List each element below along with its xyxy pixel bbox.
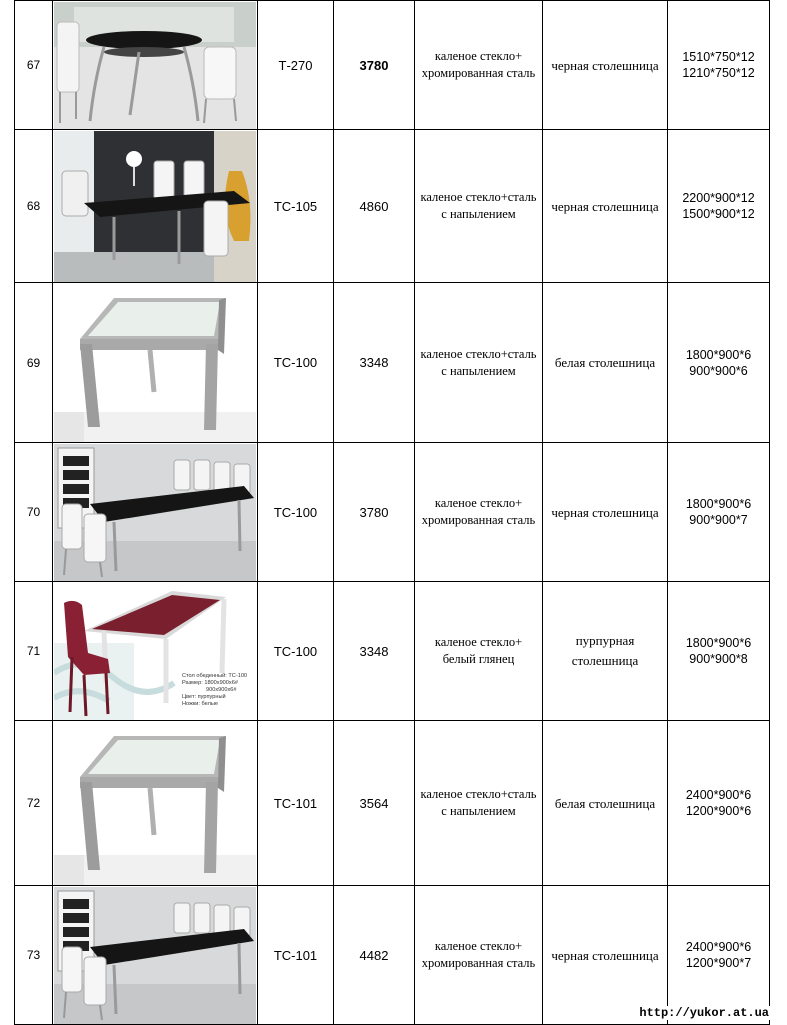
product-sizes	[668, 283, 770, 443]
material-line: хромированная сталь	[421, 956, 536, 970]
table-row	[15, 721, 770, 886]
product-model: ТС-105	[258, 130, 334, 283]
size-line: 900*900*6	[689, 363, 748, 378]
color-line: белая столешница	[554, 795, 656, 811]
size-line: 900*900*8	[689, 652, 748, 666]
product-material	[415, 582, 543, 721]
size-line: 1800*900*6	[685, 497, 752, 511]
row-number: 68	[15, 130, 53, 283]
product-color	[543, 886, 668, 1025]
product-photo	[53, 443, 258, 582]
table-row	[15, 443, 770, 582]
row-number: 67	[15, 1, 53, 130]
product-material	[415, 721, 543, 886]
size-line: 2400*900*6	[685, 940, 752, 954]
product-price: 3780	[334, 1, 415, 130]
product-material	[415, 283, 543, 443]
product-price: 3348	[334, 582, 415, 721]
product-color	[543, 283, 668, 443]
material-line: хромированная сталь	[421, 513, 536, 527]
material-line: каленое стекло+	[434, 635, 523, 649]
photo-caption-line: Ножки: белые	[182, 700, 218, 707]
product-price: 4482	[334, 886, 415, 1025]
product-model: ТС-101	[258, 886, 334, 1025]
material-line: каленое стекло+	[434, 49, 523, 63]
material-line: каленое стекло+	[434, 939, 523, 953]
product-photo	[53, 1, 258, 130]
size-line: 1800*900*6	[685, 636, 752, 650]
table-row	[15, 130, 770, 283]
product-color	[543, 130, 668, 283]
product-model: ТС-101	[258, 721, 334, 886]
size-line: 1510*750*12	[682, 50, 755, 64]
material-line: белый глянец	[442, 652, 515, 666]
product-material	[415, 130, 543, 283]
material-line: каленое стекло+сталь	[420, 787, 537, 801]
row-number: 70	[15, 443, 53, 582]
material-line: с напылением	[441, 363, 516, 378]
product-photo	[53, 721, 258, 886]
product-color	[543, 1, 668, 130]
row-number: 69	[15, 283, 53, 443]
size-line: 2400*900*6	[685, 788, 752, 802]
table-row	[15, 582, 770, 721]
material-line: каленое стекло+сталь	[420, 346, 537, 361]
color-line: белая столешница	[554, 355, 656, 370]
color-line: черная столешница	[551, 57, 659, 73]
material-line: с напылением	[441, 207, 516, 221]
color-line: черная столешница	[551, 198, 659, 214]
color-line: пурпурная	[575, 633, 635, 648]
product-price: 3780	[334, 443, 415, 582]
row-number: 72	[15, 721, 53, 886]
material-line: хромированная сталь	[421, 66, 536, 80]
product-sizes	[668, 886, 770, 1025]
product-color	[543, 721, 668, 886]
photo-caption-line: Стол обеденный: ТС-100	[182, 672, 248, 679]
row-number: 71	[15, 582, 53, 721]
size-line: 1200*900*7	[685, 956, 752, 970]
product-model: ТС-100	[258, 283, 334, 443]
material-line: каленое стекло+	[434, 496, 523, 510]
product-photo	[53, 130, 258, 283]
size-line: 1500*900*12	[682, 207, 755, 221]
photo-caption-line: 900х900х6#	[206, 686, 237, 693]
size-line: 900*900*7	[689, 513, 748, 527]
table-row	[15, 1, 770, 130]
size-line: 1200*900*6	[685, 804, 752, 818]
product-color	[543, 582, 668, 721]
color-line: черная столешница	[551, 504, 659, 520]
size-line: 2200*900*12	[682, 191, 755, 205]
product-material	[415, 443, 543, 582]
row-number: 73	[15, 886, 53, 1025]
product-sizes	[668, 1, 770, 130]
photo-caption-line: Размер: 1800х900х6#	[182, 679, 238, 686]
size-line: 1210*750*12	[682, 66, 755, 80]
product-sizes	[668, 721, 770, 886]
product-color	[543, 443, 668, 582]
product-material	[415, 886, 543, 1025]
product-model: ТС-100	[258, 582, 334, 721]
table-row	[15, 886, 770, 1025]
footer-url[interactable]: http://yukor.at.ua	[639, 1006, 769, 1020]
product-photo	[53, 283, 258, 443]
product-model: ТС-100	[258, 443, 334, 582]
product-price: 3348	[334, 283, 415, 443]
material-line: с напылением	[441, 804, 516, 818]
table-row	[15, 283, 770, 443]
product-sizes	[668, 443, 770, 582]
photo-caption-line: Цвет: пурпурный	[182, 693, 226, 700]
product-model: Т-270	[258, 1, 334, 130]
material-line: каленое стекло+сталь	[420, 190, 537, 204]
color-line: черная столешница	[551, 947, 659, 963]
product-photo	[53, 582, 258, 721]
product-sizes	[668, 130, 770, 283]
product-price: 4860	[334, 130, 415, 283]
product-price: 3564	[334, 721, 415, 886]
product-photo	[53, 886, 258, 1025]
product-material	[415, 1, 543, 130]
product-sizes	[668, 582, 770, 721]
catalog-table	[14, 0, 770, 1025]
size-line: 1800*900*6	[685, 347, 752, 362]
color-line: столешница	[571, 653, 639, 668]
